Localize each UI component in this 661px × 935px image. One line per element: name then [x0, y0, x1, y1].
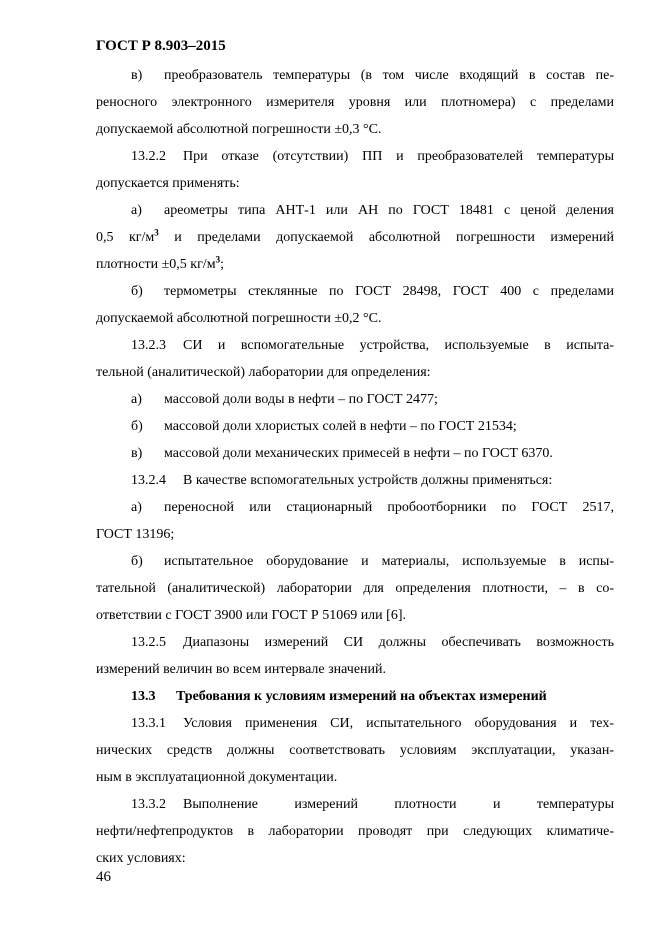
text-line: плотности ±0,5 $кг/м^3$;	[96, 254, 224, 272]
list-item-b: б) термометры стеклянные по ГОСТ 28498, ГОСТ 400 с пределами	[131, 284, 614, 299]
text-line: допускаемой абсолютной погрешности ±0,3 °С.	[96, 122, 382, 137]
text-line: измерений величин во всем интервале значений.	[96, 662, 387, 677]
clause-13-3-1: 13.3.1 Условия применения СИ, испытательного оборудования и тех-	[131, 716, 614, 731]
text-line: допускается применять:	[96, 176, 240, 191]
text-line: ным в эксплуатационной документации.	[96, 770, 338, 785]
list-item-a: а) переносной или стационарный пробоотборники по ГОСТ 2517,	[131, 500, 614, 515]
clause-13-2-4: 13.2.4 В качестве вспомогательных устройств должны применяться:	[131, 473, 553, 488]
text-line: ских условиях:	[96, 851, 186, 866]
list-item-b: б) испытательное оборудование и материалы, используемые в испы-	[131, 554, 614, 569]
text-line: ответствии с ГОСТ 3900 или ГОСТ Р 51069 или [6].	[96, 608, 406, 623]
text-line: нических средств должны соответствовать условиям эксплуатации, указан-	[96, 743, 614, 758]
text-line: ГОСТ 13196;	[96, 527, 175, 542]
list-item-b: б) массовой доли хлористых солей в нефти – по ГОСТ 21534;	[131, 419, 517, 434]
list-item-a: а) массовой доли воды в нефти – по ГОСТ 2477;	[131, 392, 438, 407]
clause-13-2-2: 13.2.2 При отказе (отсутствии) ПП и преобразователей температуры	[131, 149, 614, 164]
list-item-a: а) ареометры типа АНТ-1 или АН по ГОСТ 18481 с ценой деления	[131, 203, 614, 218]
clause-13-3-2: 13.3.2 Выполнение измерений плотности и температуры	[131, 797, 614, 812]
text-line: 0,5 $кг/м^3$ и пределами допускаемой абсолютной погрешности измерений	[96, 227, 614, 245]
text-line: тельной (аналитической) лаборатории для определения:	[96, 365, 431, 380]
clause-13-2-5: 13.2.5 Диапазоны измерений СИ должны обеспечивать возможность	[131, 635, 614, 650]
list-item-v: в) преобразователь температуры (в том числе входящий в состав пе-	[131, 68, 614, 83]
clause-13-2-3: 13.2.3 СИ и вспомогательные устройства, используемые в испыта-	[131, 338, 614, 353]
page-number: 46	[96, 869, 111, 885]
text-line: допускаемой абсолютной погрешности ±0,2 °С.	[96, 311, 382, 326]
section-heading-13-3: 13.3 Требования к условиям измерений на объектах измерений	[131, 689, 547, 704]
text-line: тательной (аналитической) лаборатории для определения плотности, – в со-	[96, 581, 614, 596]
text-line: нефти/нефтепродуктов в лаборатории проводят при следующих климатиче-	[96, 824, 614, 839]
document-header: ГОСТ Р 8.903–2015	[96, 38, 226, 54]
list-item-v: в) массовой доли механических примесей в нефти – по ГОСТ 6370.	[131, 446, 553, 461]
text-line: реносного электронного измерителя уровня или плотномера) с пределами	[96, 95, 614, 110]
